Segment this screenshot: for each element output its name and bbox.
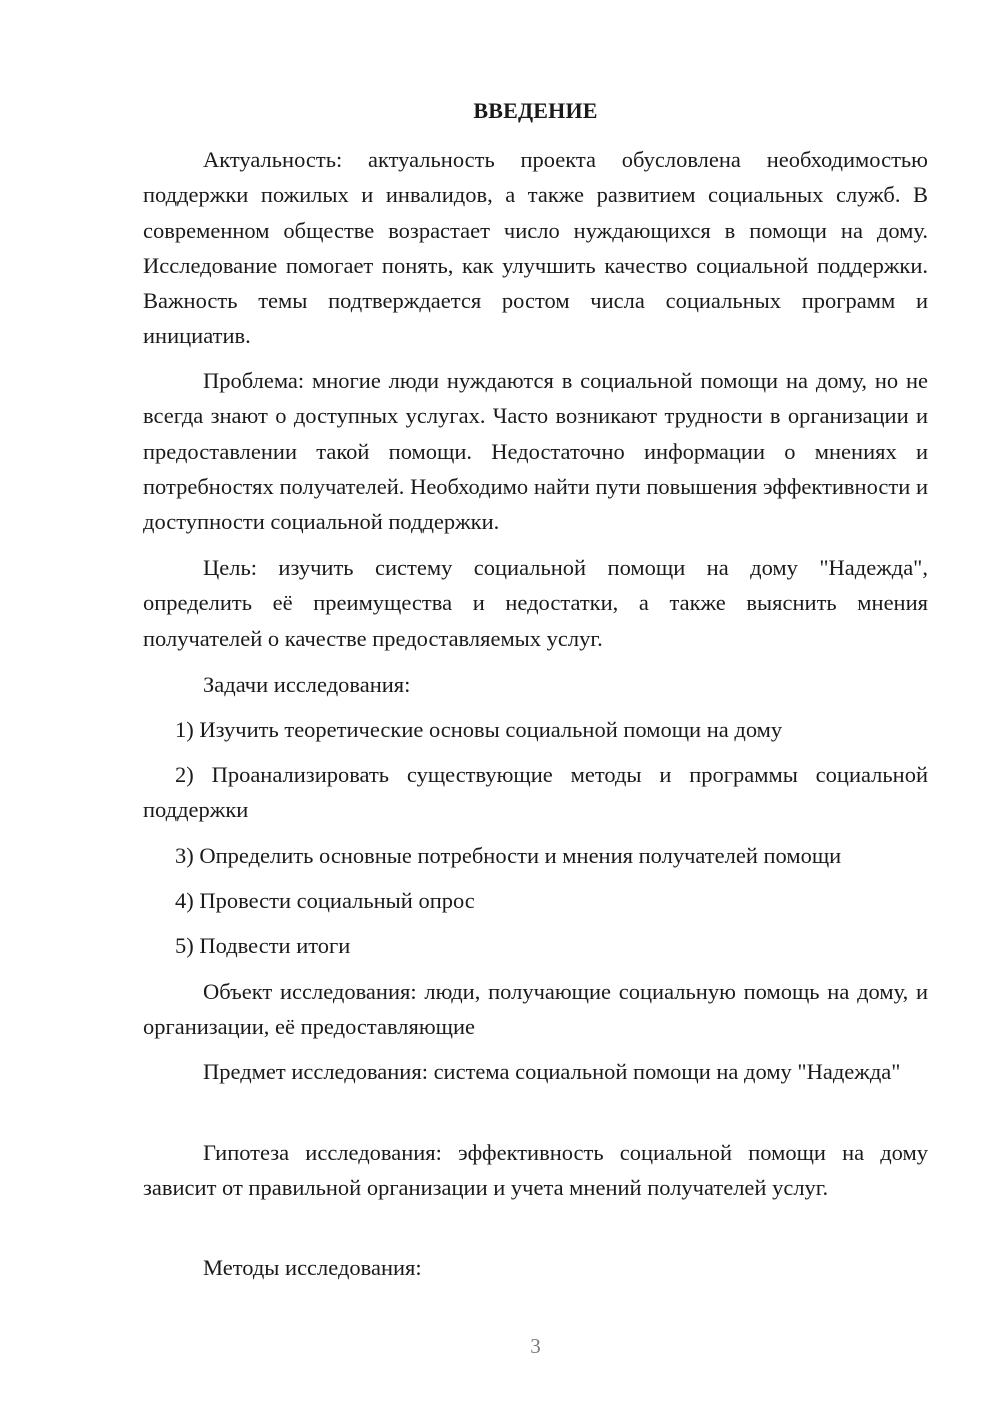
task-item-4: 4) Провести социальный опрос xyxy=(175,888,475,913)
task-item-3: 3) Определить основные потребности и мнения получателей помощи xyxy=(175,843,842,868)
relevance-paragraph: Актуальность: актуальность проекта обусловлена необходимостью поддержки пожилых и инвалидов, а также развитием социальных служб. В современном обществе возрастает число нуждающихся в помощи на дому. Исследование помогает понять, как улучшить качество социальной поддержки. Важность темы подтверждается ростом числа социальных программ и инициатив. xyxy=(143,147,928,349)
hypothesis-paragraph: Гипотеза исследования: эффективность социальной помощи на дому зависит от правильной организации и учета мнений получателей услуг. xyxy=(143,1140,928,1201)
section-heading: ВВЕДЕНИЕ xyxy=(473,98,598,123)
subject-paragraph: Предмет исследования: система социальной помощи на дому "Надежда" xyxy=(203,1059,901,1084)
task-item-1: 1) Изучить теоретические основы социальной помощи на дому xyxy=(175,717,783,742)
task-item-5: 5) Подвести итоги xyxy=(175,933,351,958)
tasks-heading: Задачи исследования: xyxy=(203,672,411,697)
object-paragraph: Объект исследования: люди, получающие социальную помощь на дому, и организации, её предоставляющие xyxy=(143,979,928,1040)
problem-paragraph: Проблема: многие люди нуждаются в социальной помощи на дому, но не всегда знают о доступных услугах. Часто возникают трудности в организации и предоставлении такой помощи. Недостаточно информации о мнениях и потребностях получателей. Необходимо найти пути повышения эффективности и доступности социальной поддержки. xyxy=(143,368,928,535)
task-item-2: 2) Проанализировать существующие методы и программы социальной поддержки xyxy=(143,762,928,823)
page-number: 3 xyxy=(530,1334,541,1358)
methods-heading: Методы исследования: xyxy=(203,1255,422,1280)
goal-paragraph: Цель: изучить систему социальной помощи на дому "Надежда", определить её преимущества и недостатки, а также выяснить мнения получателей о качестве предоставляемых услуг. xyxy=(143,555,928,651)
